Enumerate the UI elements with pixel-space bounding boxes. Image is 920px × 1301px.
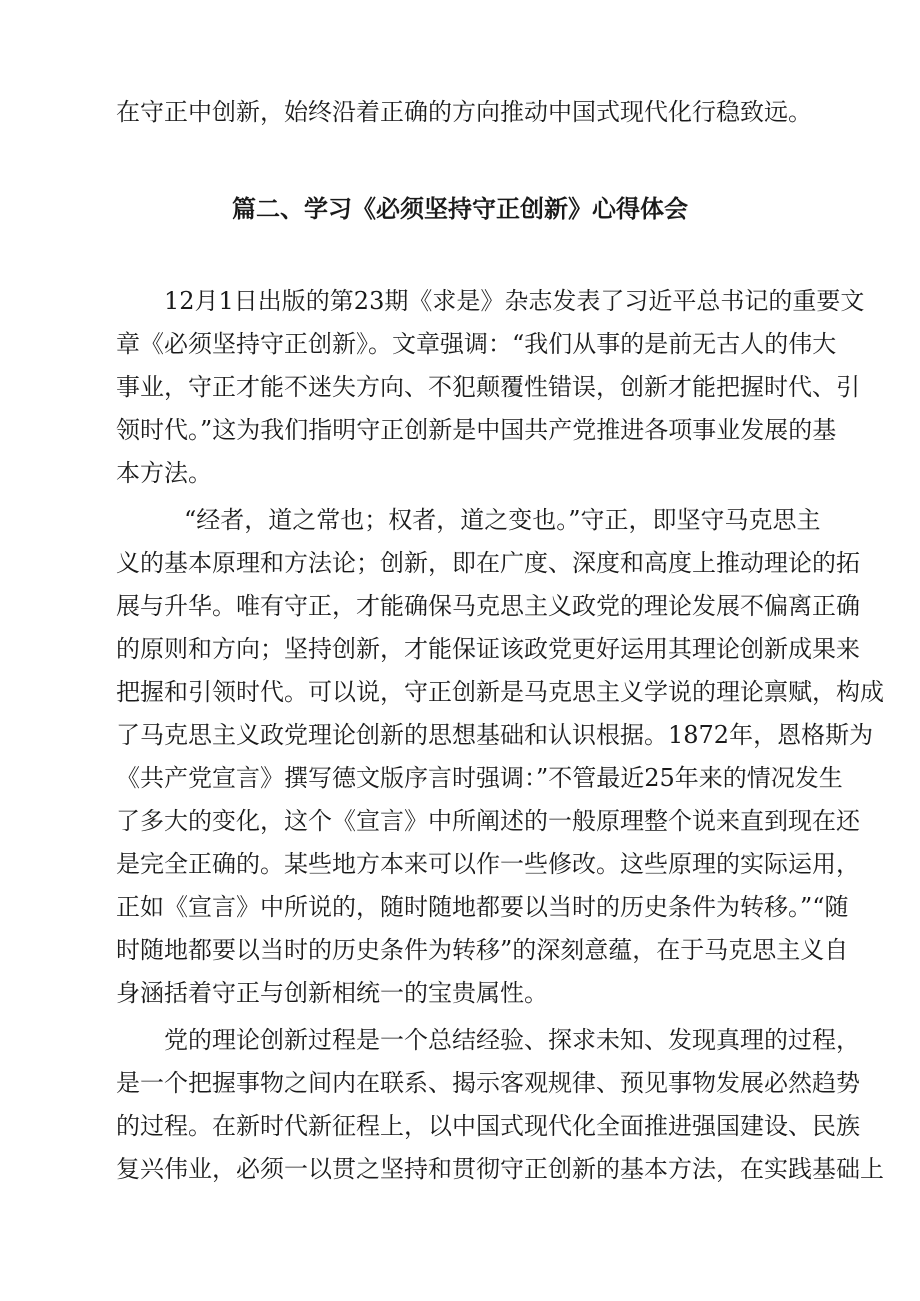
- text-line: 12月1日出版的第23期《求是》杂志发表了习近平总书记的重要文: [164, 287, 865, 315]
- continuation-line: 在守正中创新，始终沿着正确的方向推动中国式现代化行稳致远。: [116, 98, 812, 126]
- text-line: 了马克思主义政党理论创新的思想基础和认识根据。1872年，恩格斯为: [116, 721, 874, 749]
- text-line: 是完全正确的。某些地方本来可以作一些修改。这些原理的实际运用，: [116, 850, 860, 878]
- text-line: 正如《宣言》中所说的，随时随地都要以当时的历史条件为转移。”“随: [116, 893, 849, 921]
- text-line: 领时代。”这为我们指明守正创新是中国共产党推进各项事业发展的基: [116, 416, 837, 444]
- text-line: 本方法。: [116, 459, 212, 487]
- text-line: 的过程。在新时代新征程上，以中国式现代化全面推进强国建设、民族: [116, 1112, 860, 1140]
- text-line: 时随地都要以当时的历史条件为转移”的深刻意蕴，在于马克思主义自: [116, 936, 849, 964]
- text-line: 了多大的变化，这个《宣言》中所阐述的一般原理整个说来直到现在还: [116, 807, 860, 835]
- section-heading: 篇二、学习《必须坚持守正创新》心得体会: [232, 195, 688, 223]
- text-line: 复兴伟业，必须一以贯之坚持和贯彻守正创新的基本方法，在实践基础上: [116, 1155, 884, 1183]
- text-line: 《共产党宣言》撰写德文版序言时强调：”不管最近25年来的情况发生: [116, 764, 843, 792]
- text-line: 事业，守正才能不迷失方向、不犯颠覆性错误，创新才能把握时代、引: [116, 373, 860, 401]
- text-line: “经者，道之常也；权者，道之变也。”守正，即坚守马克思主: [184, 506, 821, 534]
- text-line: 身涵括着守正与创新相统一的宝贵属性。: [116, 979, 548, 1007]
- text-line: 展与升华。唯有守正，才能确保马克思主义政党的理论发展不偏离正确: [116, 592, 860, 620]
- text-line: 把握和引领时代。可以说，守正创新是马克思主义学说的理论禀赋，构成: [116, 678, 884, 706]
- text-line: 章《必须坚持守正创新》。文章强调：“我们从事的是前无古人的伟大: [116, 330, 837, 358]
- text-line: 是一个把握事物之间内在联系、揭示客观规律、预见事物发展必然趋势: [116, 1069, 860, 1097]
- text-line: 党的理论创新过程是一个总结经验、探求未知、发现真理的过程，: [164, 1026, 860, 1054]
- text-line: 的原则和方向；坚持创新，才能保证该政党更好运用其理论创新成果来: [116, 635, 860, 663]
- text-line: 义的基本原理和方法论；创新，即在广度、深度和高度上推动理论的拓: [116, 549, 860, 577]
